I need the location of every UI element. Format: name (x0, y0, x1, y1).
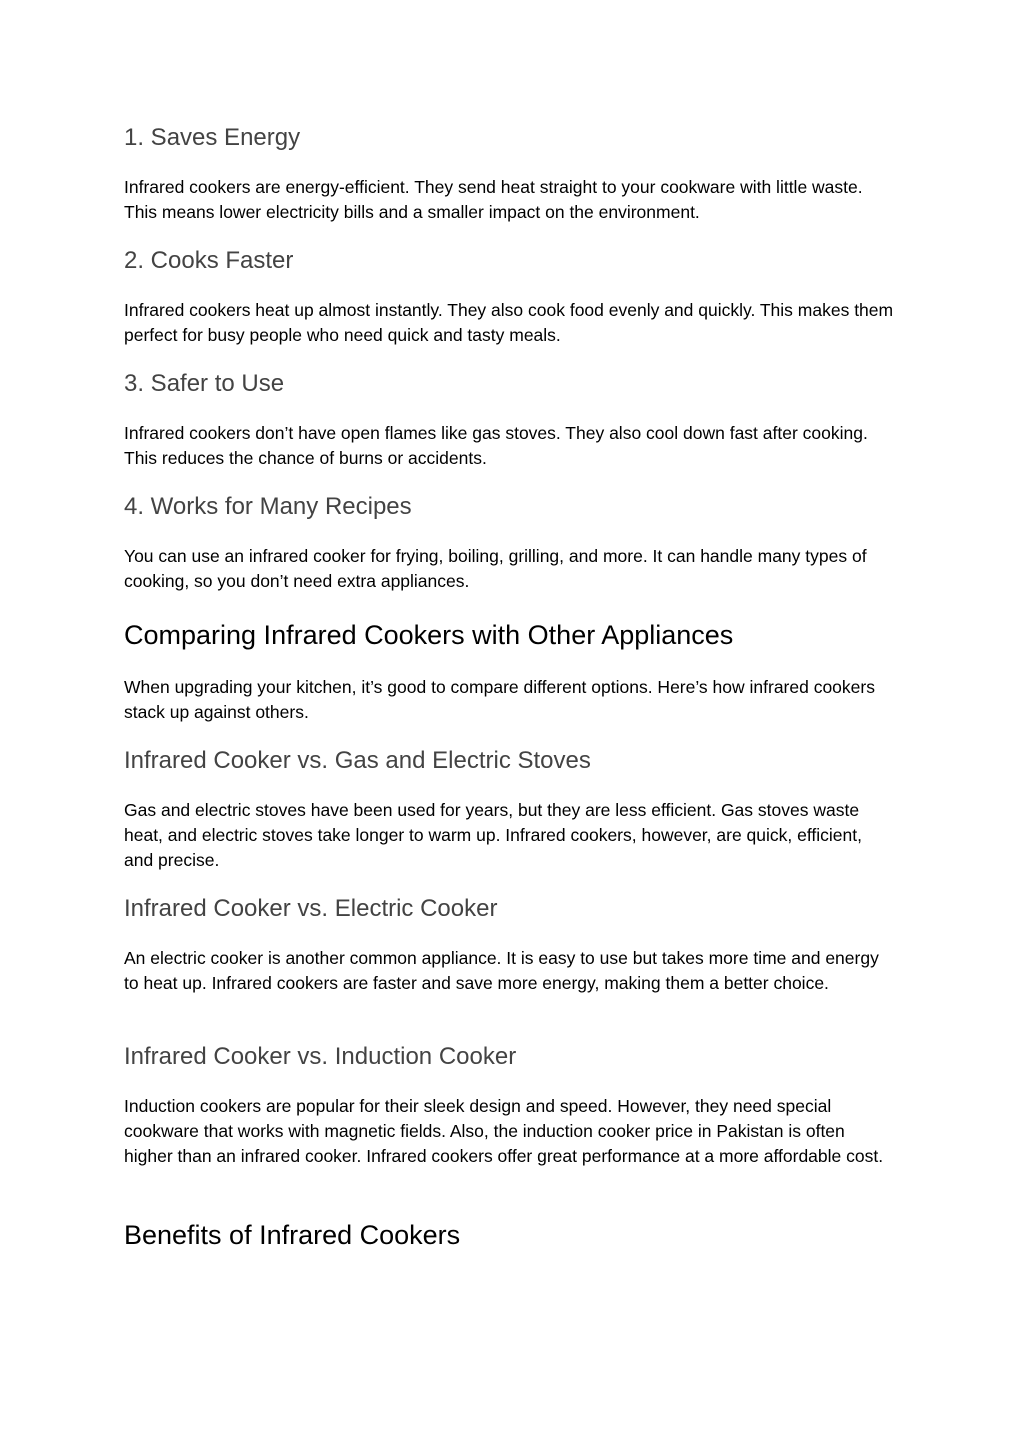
heading-vs-gas-electric-stoves: Infrared Cooker vs. Gas and Electric Stoves (124, 747, 591, 774)
heading-benefits: Benefits of Infrared Cookers (124, 1220, 461, 1250)
heading-saves-energy: 1. Saves Energy (124, 124, 301, 151)
paragraph-safer-to-use: Infrared cookers don’t have open flames like gas stoves. They also cool down fast after cooking. This reduces the chance of burns or accidents. (124, 423, 868, 468)
heading-vs-induction-cooker: Infrared Cooker vs. Induction Cooker (124, 1043, 517, 1070)
paragraph-works-for-many-recipes: You can use an infrared cooker for frying, boiling, grilling, and more. It can handle many types of cooking, so you don’t need extra appliances. (124, 546, 867, 591)
heading-works-for-many-recipes: 4. Works for Many Recipes (124, 493, 412, 520)
heading-cooks-faster: 2. Cooks Faster (124, 247, 294, 274)
paragraph-vs-induction-cooker: Induction cookers are popular for their sleek design and speed. However, they need special cookware that works with magnetic fields. Also, the induction cooker price in Pakistan is often higher than an infrared cooker. Infrared cookers offer great performance at a more affordable cost. (124, 1096, 884, 1166)
paragraph-vs-electric-cooker: An electric cooker is another common appliance. It is easy to use but takes more time and energy to heat up. Infrared cookers are faster and save more energy, making them a better choice. (124, 948, 879, 993)
paragraph-comparing-appliances: When upgrading your kitchen, it’s good to compare different options. Here’s how infrared cookers stack up against others. (124, 677, 875, 722)
heading-safer-to-use: 3. Safer to Use (124, 370, 285, 397)
paragraph-vs-gas-electric-stoves: Gas and electric stoves have been used for years, but they are less efficient. Gas stoves waste heat, and electric stoves take longer to warm up. Infrared cookers, however, are quick, efficient, and precise. (124, 800, 862, 870)
paragraph-saves-energy: Infrared cookers are energy-efficient. They send heat straight to your cookware with little waste. This means lower electricity bills and a smaller impact on the environment. (124, 177, 863, 222)
paragraph-cooks-faster: Infrared cookers heat up almost instantly. They also cook food evenly and quickly. This makes them perfect for busy people who need quick and tasty meals. (124, 300, 894, 345)
heading-comparing-appliances: Comparing Infrared Cookers with Other Appliances (124, 620, 734, 650)
heading-vs-electric-cooker: Infrared Cooker vs. Electric Cooker (124, 895, 498, 922)
